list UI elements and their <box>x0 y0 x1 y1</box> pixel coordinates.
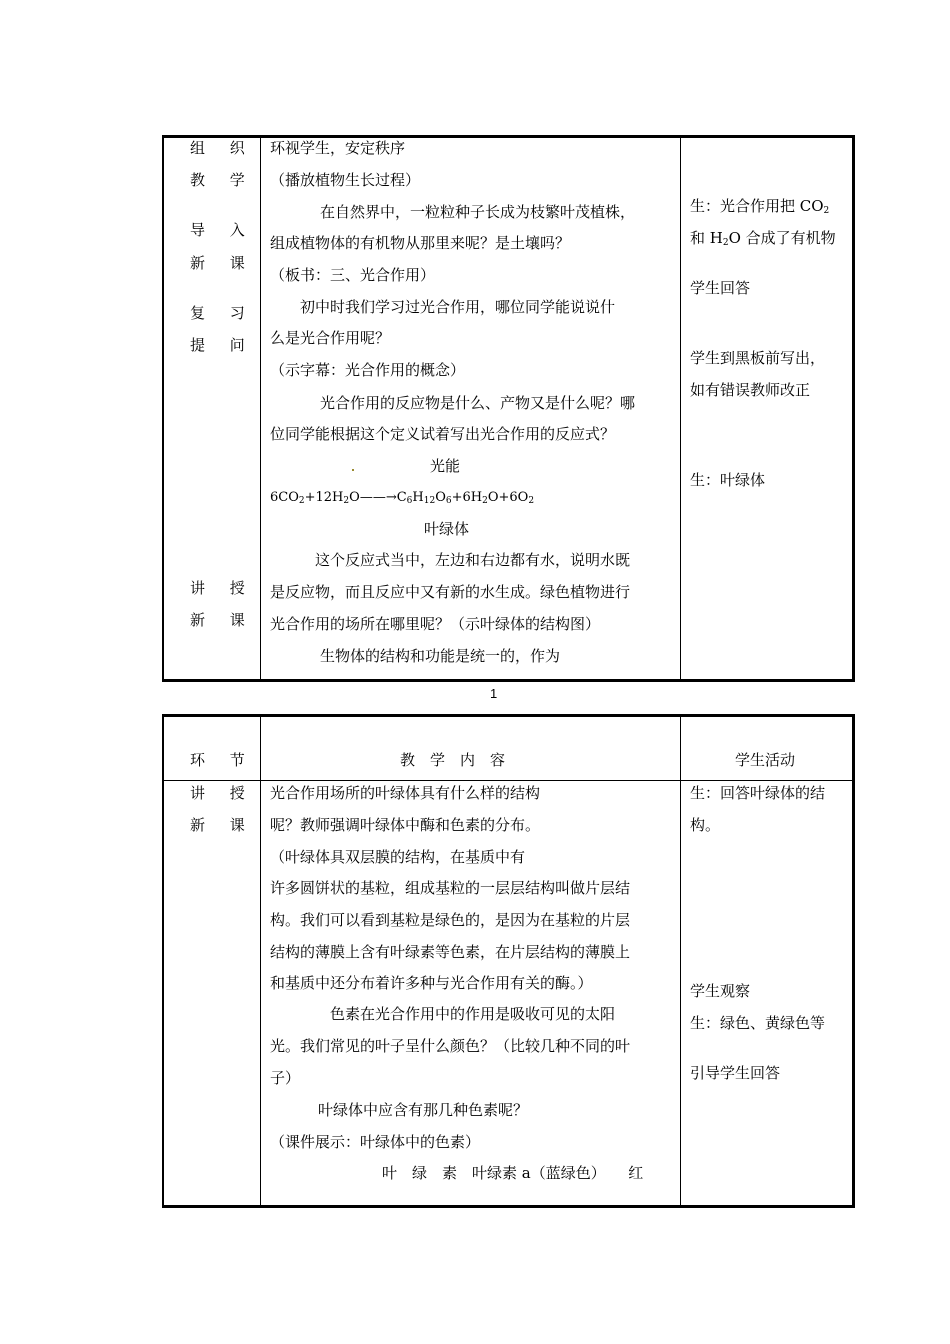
header-divider <box>164 780 852 781</box>
student-activity: 构。 <box>690 816 721 834</box>
page-number: 1 <box>490 686 498 701</box>
stray-mark <box>352 469 354 471</box>
equation-chloroplast-label: 叶绿体 <box>424 520 470 538</box>
student-activity: 生：回答叶绿体的结 <box>690 784 826 802</box>
section-label: 导 入 <box>190 221 255 239</box>
content-line: （示字幕：光合作用的概念） <box>270 361 466 379</box>
reaction-arrow: ——→ <box>359 490 397 505</box>
content-line: 光合作用场所的叶绿体具有什么样的结构 <box>270 784 541 802</box>
content-line: 在自然界中，一粒粒种子长成为枝繁叶茂植株， <box>320 203 636 221</box>
header-content: 教 学 内 容 <box>400 751 506 769</box>
section-label: 组 织 <box>190 139 255 157</box>
column-divider <box>260 717 261 1205</box>
content-line: 这个反应式当中，左边和右边都有水，说明水既 <box>315 551 631 569</box>
content-line: 初中时我们学习过光合作用，哪位同学能说说什 <box>300 298 616 316</box>
content-line: 位同学能根据这个定义试着写出光合作用的反应式？ <box>270 425 616 443</box>
section-label: 复 习 <box>190 304 255 322</box>
student-activity: 和 $H_2O$ 合成了有机物 <box>690 229 836 248</box>
content-line: （叶绿体具双层膜的结构，在基质中有 <box>270 848 526 866</box>
content-line: 组成植物体的有机物从那里来呢？是土壤吗？ <box>270 234 571 252</box>
student-activity: 学生回答 <box>690 279 751 297</box>
content-line: （板书：三、光合作用） <box>270 266 436 284</box>
content-line: 和基质中还分布着许多种与光合作用有关的酶。） <box>270 974 593 992</box>
content-line: 构。我们可以看到基粒是绿色的，是因为在基粒的片层 <box>270 911 631 929</box>
section-label: 新 课 <box>190 816 255 834</box>
content-line: 是反应物，而且反应中又有新的水生成。绿色植物进行 <box>270 583 631 601</box>
content-line: 光。我们常见的叶子呈什么颜色？（比较几种不同的叶 <box>270 1037 631 1055</box>
header-section: 环 节 <box>190 751 255 769</box>
section-label: 提 问 <box>190 336 255 354</box>
student-activity: 生：绿色、黄绿色等 <box>690 1014 826 1032</box>
content-line: 叶绿体中应含有那几种色素呢？ <box>318 1101 529 1119</box>
content-line: （播放植物生长过程） <box>270 171 421 189</box>
section-label: 新 课 <box>190 254 255 272</box>
student-activity: 如有错误教师改正 <box>690 381 811 399</box>
equation-light-label: 光能 <box>430 457 461 475</box>
content-line: 光合作用的反应物是什么、产物又是什么呢？哪 <box>320 394 636 412</box>
content-line: 许多圆饼状的基粒，组成基粒的一层层结构叫做片层结 <box>270 879 631 897</box>
content-line: 生物体的结构和功能是统一的，作为 <box>320 647 561 665</box>
content-line: 么是光合作用呢？ <box>270 329 391 347</box>
content-line: 环视学生，安定秩序 <box>270 139 406 157</box>
column-divider <box>260 138 261 679</box>
student-activity: 生：叶绿体 <box>690 471 766 489</box>
column-divider <box>680 138 681 679</box>
column-divider <box>680 717 681 1205</box>
student-activity: 学生到黑板前写出， <box>690 349 826 367</box>
content-line: 呢？教师强调叶绿体中酶和色素的分布。 <box>270 816 541 834</box>
content-line: 光合作用的场所在哪里呢？（示叶绿体的结构图） <box>270 615 601 633</box>
student-activity: 学生观察 <box>690 982 751 1000</box>
header-student-activity: 学生活动 <box>735 751 796 769</box>
section-label: 教 学 <box>190 171 255 189</box>
content-line: 结构的薄膜上含有叶绿素等色素，在片层结构的薄膜上 <box>270 943 631 961</box>
section-label: 讲 授 <box>190 784 255 802</box>
content-line: （课件展示：叶绿体中的色素） <box>270 1133 481 1151</box>
photosynthesis-equation: $6CO_2+12H_2O——\to C_6H_{12}O_6+6H_2O+6O_2$ <box>270 490 535 506</box>
student-activity: 引导学生回答 <box>690 1064 781 1082</box>
content-line: 子） <box>270 1069 301 1087</box>
content-line: 色素在光合作用中的作用是吸收可见的太阳 <box>330 1005 616 1023</box>
section-label: 新 课 <box>190 611 255 629</box>
section-label: 讲 授 <box>190 579 255 597</box>
student-activity: 生：光合作用把 $CO_2$ <box>690 197 830 216</box>
content-line: 叶 绿 素 叶绿素 a（蓝绿色） 红 <box>382 1164 644 1182</box>
